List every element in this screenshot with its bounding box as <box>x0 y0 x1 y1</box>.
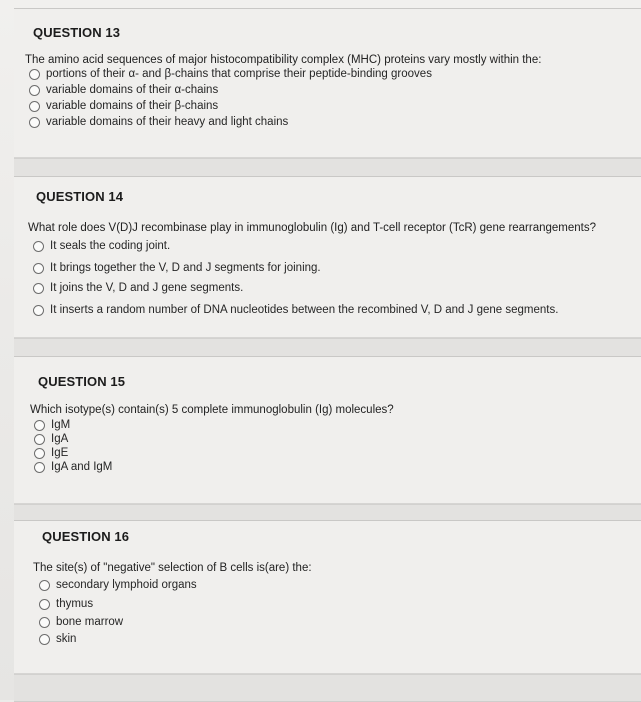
question-14-option-3[interactable] <box>33 281 243 295</box>
question-13-title: QUESTION 13 <box>33 25 121 40</box>
question-16-option-2[interactable] <box>39 597 93 611</box>
option-label: IgM <box>51 419 71 431</box>
question-14-option-2[interactable] <box>33 261 321 275</box>
question-13-option-4[interactable] <box>29 115 288 129</box>
option-label: It seals the coding joint. <box>50 240 171 252</box>
question-15-block <box>14 356 641 504</box>
radio-button[interactable] <box>34 462 45 473</box>
question-15-prompt: Which isotype(s) contain(s) 5 complete immunoglobulin (Ig) molecules? <box>30 404 394 416</box>
question-separator <box>14 674 641 702</box>
radio-button[interactable] <box>39 580 50 591</box>
question-14-option-1[interactable] <box>33 239 170 253</box>
option-label: secondary lymphoid organs <box>56 579 197 591</box>
radio-button[interactable] <box>39 617 50 628</box>
question-16-title: QUESTION 16 <box>42 529 130 544</box>
option-label: It inserts a random number of DNA nucleotides between the recombined V, D and J gene segments. <box>50 304 559 316</box>
question-14-block <box>14 176 641 338</box>
option-label: bone marrow <box>56 616 124 628</box>
radio-button[interactable] <box>34 420 45 431</box>
question-15-option-2[interactable] <box>34 432 68 446</box>
question-16-option-1[interactable] <box>39 578 197 592</box>
option-label: IgA <box>51 433 69 445</box>
question-15-option-3[interactable] <box>34 446 68 460</box>
radio-button[interactable] <box>34 434 45 445</box>
radio-button[interactable] <box>33 283 44 294</box>
radio-button[interactable] <box>33 263 44 274</box>
radio-button[interactable] <box>29 69 40 80</box>
question-13-prompt: The amino acid sequences of major histocompatibility complex (MHC) proteins vary mostly within the: <box>25 54 542 66</box>
option-label: It joins the V, D and J gene segments. <box>50 282 244 294</box>
question-15-option-4[interactable] <box>34 460 112 474</box>
radio-button[interactable] <box>33 305 44 316</box>
question-14-prompt: What role does V(D)J recombinase play in immunoglobulin (Ig) and T-cell receptor (TcR) gene rearrangements? <box>28 222 597 234</box>
option-label: skin <box>56 633 77 645</box>
option-label: It brings together the V, D and J segments for joining. <box>50 262 321 274</box>
radio-button[interactable] <box>39 634 50 645</box>
option-label: IgE <box>51 447 69 459</box>
option-label: variable domains of their heavy and light chains <box>46 116 289 128</box>
question-13-option-3[interactable] <box>29 99 218 113</box>
radio-button[interactable] <box>39 599 50 610</box>
question-14-title: QUESTION 14 <box>36 189 124 204</box>
question-16-prompt: The site(s) of "negative" selection of B cells is(are) the: <box>33 562 312 574</box>
question-13-block <box>14 8 641 158</box>
option-label: portions of their α- and β-chains that comprise their peptide-binding grooves <box>46 68 432 80</box>
radio-button[interactable] <box>29 117 40 128</box>
radio-button[interactable] <box>34 448 45 459</box>
radio-button[interactable] <box>33 241 44 252</box>
question-15-option-1[interactable] <box>34 418 70 432</box>
radio-button[interactable] <box>29 85 40 96</box>
option-label: thymus <box>56 598 94 610</box>
question-15-title: QUESTION 15 <box>38 374 126 389</box>
question-16-option-3[interactable] <box>39 615 123 629</box>
question-13-option-1[interactable] <box>29 67 432 81</box>
option-label: variable domains of their α-chains <box>46 84 219 96</box>
question-13-option-2[interactable] <box>29 83 218 97</box>
question-14-option-4[interactable] <box>33 303 558 317</box>
option-label: IgA and IgM <box>51 461 113 473</box>
question-16-option-4[interactable] <box>39 632 76 646</box>
radio-button[interactable] <box>29 101 40 112</box>
option-label: variable domains of their β-chains <box>46 100 219 112</box>
question-16-block <box>14 520 641 674</box>
